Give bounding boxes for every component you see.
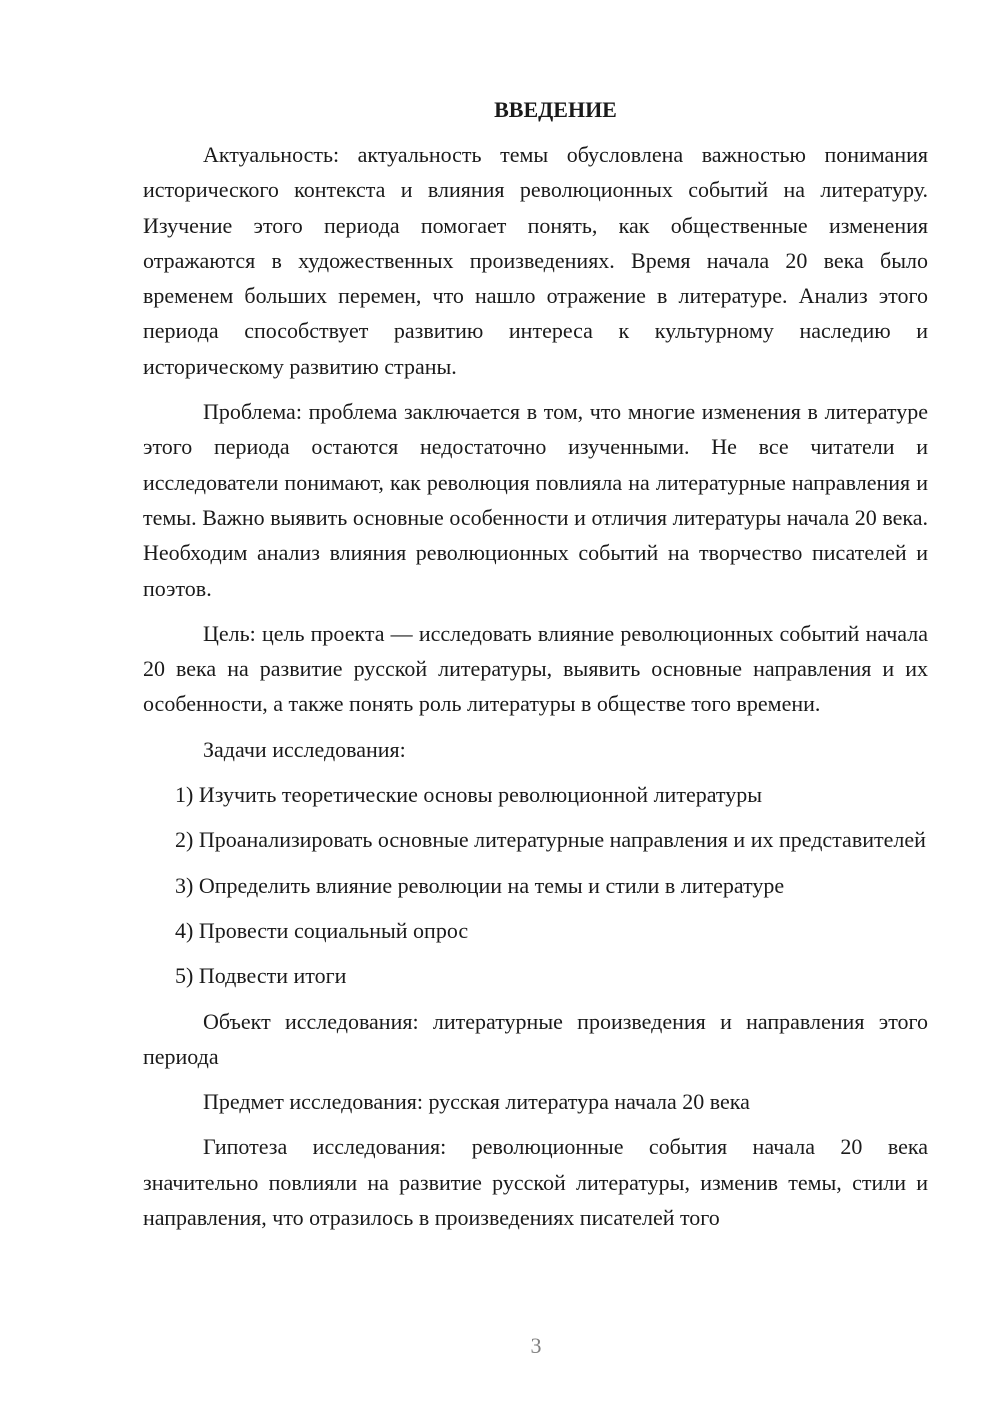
paragraph-goal: Цель: цель проекта — исследовать влияние революционных событий начала 20 века на развитие русской литературы, выявить основные направления и их особенности, а также понять роль литературы в обществе того времени. bbox=[143, 620, 928, 717]
tasks-heading: Задачи исследования: bbox=[203, 736, 406, 762]
task-item-1: 1) Изучить теоретические основы революционной литературы bbox=[175, 782, 763, 808]
document-page bbox=[143, 92, 928, 1245]
paragraph-object: Объект исследования: литературные произведения и направления этого периода bbox=[143, 1008, 928, 1069]
paragraph-relevance: Актуальность: актуальность темы обусловлена важностью понимания исторического контекста и влияния революционных событий на литературу. Изучение этого периода помогает понять, как общественные изменения отражаются в художественных произведениях. Время начала 20 века было временем больших перемен, что нашло отражение в литературе. Анализ этого периода способствует развитию интереса к культурному наследию и историческому развитию страны. bbox=[143, 142, 928, 379]
task-item-3: 3) Определить влияние революции на темы и стили в литературе bbox=[175, 872, 785, 898]
task-item-4: 4) Провести социальный опрос bbox=[175, 917, 469, 943]
document-title: ВВЕДЕНИЕ bbox=[494, 97, 617, 122]
task-item-2: 2) Проанализировать основные литературные направления и их представителей bbox=[175, 827, 926, 853]
paragraph-problem: Проблема: проблема заключается в том, что многие изменения в литературе этого периода остаются недостаточно изученными. Не все читатели и исследователи понимают, как революция повлияла на литературные направления и темы. Важно выявить основные особенности и отличия литературы начала 20 века. Необходим анализ влияния революционных событий на творчество писателей и поэтов. bbox=[143, 399, 928, 601]
paragraph-subject: Предмет исследования: русская литература начала 20 века bbox=[203, 1089, 750, 1115]
task-item-5: 5) Подвести итоги bbox=[175, 963, 347, 989]
paragraph-hypothesis: Гипотеза исследования: революционные события начала 20 века значительно повлияли на развитие русской литературы, изменив темы, стили и направления, что отразилось в произведениях писателей того bbox=[143, 1134, 928, 1231]
page-number: 3 bbox=[530, 1333, 542, 1358]
